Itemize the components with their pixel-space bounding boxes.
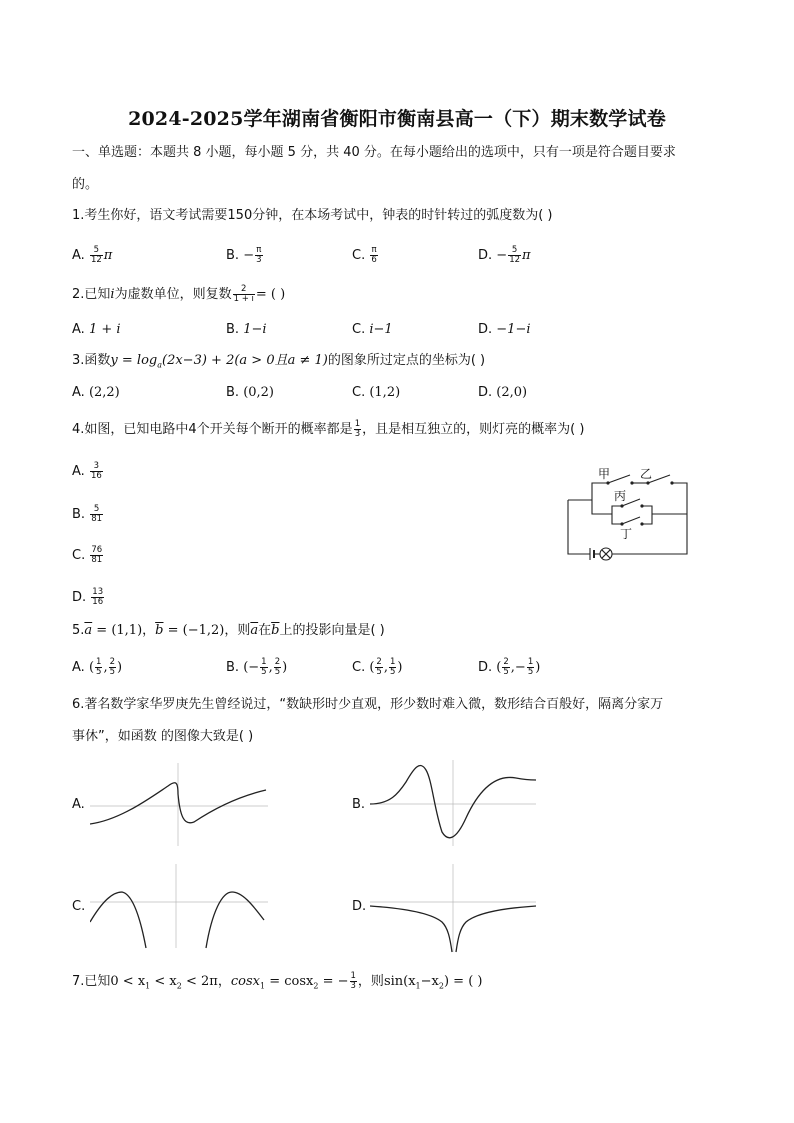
fraction: $\frac{\pi}{3}$	[256, 245, 262, 265]
q6-graph-b	[370, 758, 536, 848]
question-2: 2.已知i为虚数单位，则复数 $\frac{2}{1 + i}$ = ( )	[72, 284, 286, 304]
switch-ding-label: 丁	[620, 527, 633, 541]
question-6: 6.著名数学家华罗庚先生曾经说过，“数缺形时少直观，形少数时难入微，数形结合百般好，隔离分家万	[72, 697, 664, 712]
fraction: $\frac{1}{5}$	[261, 657, 267, 677]
q6-option-c-label: C.	[72, 899, 86, 914]
q4-option-a	[72, 462, 104, 481]
fraction: $\frac{2}{5}$	[274, 657, 281, 677]
fraction: $\frac{1}{5}$	[96, 657, 102, 677]
fraction: $\frac{5}{12}$	[90, 245, 102, 265]
switch-yi-label: 乙	[640, 467, 653, 481]
q4-option-c	[72, 546, 104, 565]
fraction: $\frac{1}{5}$	[389, 657, 396, 677]
option-label: A.	[72, 322, 89, 337]
option-label: C.	[352, 248, 370, 263]
option-label: A.	[72, 660, 89, 675]
option-label: A.	[72, 385, 89, 400]
q6-graph-c	[90, 862, 268, 950]
q6-option-b-label: B.	[352, 797, 366, 812]
option-label: D.	[478, 322, 497, 337]
fraction: $\frac{\pi}{6}$	[371, 245, 377, 265]
q3-option-b	[226, 384, 274, 402]
option-value: i−1	[369, 322, 393, 337]
q2-option-a	[72, 321, 121, 339]
option-value: (2,2)	[88, 385, 120, 400]
option-label: C.	[352, 322, 370, 337]
option-value: (2,0)	[496, 385, 528, 400]
fraction: $\frac{5}{12}$	[509, 245, 521, 265]
fraction: $\frac{1}{3}$	[354, 419, 361, 439]
question-3: 3.函数$y = \log_a(2x-3) + 2(a > 0$且a ≠ 1)的图象所过定点的坐标为( )	[72, 353, 486, 370]
question-5: $5.\overline{a} = (1,1)$，$\overline{b} = (-1,2)$，则$\overline{a}$在$\overline{b}$上的投影向量是( )	[72, 623, 385, 638]
q2-option-b	[226, 321, 267, 339]
vector-b: $\overline{b}$	[155, 623, 164, 638]
option-label: B.	[72, 507, 90, 522]
fraction: $\frac{2}{5}$	[503, 657, 509, 677]
fraction: $\frac{1}{5}$	[527, 657, 534, 677]
q5-option-a: A. ( $\frac{1}{5}$ , $\frac{2}{5}$ )	[72, 657, 123, 677]
question-1: 1.考生你好，语文考试需要150分钟，在本场考试中，钟表的时针转过的弧度数为( )	[72, 208, 553, 223]
option-value: (1,2)	[369, 385, 401, 400]
q6-option-d-label: D.	[352, 899, 367, 914]
option-label: C.	[72, 548, 90, 563]
option-label: D.	[478, 660, 497, 675]
q3-option-d	[478, 384, 527, 402]
circuit-diagram	[560, 462, 695, 562]
option-label: D.	[478, 385, 497, 400]
option-value: (0,2)	[243, 385, 275, 400]
option-label: C.	[352, 385, 370, 400]
option-value: 1−i	[243, 322, 267, 337]
q4-option-b	[72, 505, 104, 524]
switch-jia-label: 甲	[598, 467, 611, 481]
q6-graph-a	[90, 758, 268, 848]
q1-option-d: D. − $\frac{5}{12}$ π	[478, 245, 531, 265]
fraction: $\frac{1}{3}$	[350, 971, 356, 991]
vector-a: $\overline{a}$	[84, 623, 93, 638]
q1-option-b: B. − $\frac{\pi}{3}$	[226, 245, 262, 265]
q6-option-a-label: A.	[72, 797, 85, 812]
q2-option-d	[478, 321, 531, 339]
q1-option-a: A. $\frac{5}{12}$ π	[72, 245, 113, 265]
q3-option-a	[72, 384, 120, 402]
option-label: C.	[352, 660, 370, 675]
q5-option-c: C. ( $\frac{2}{5}$ , $\frac{1}{5}$ )	[352, 657, 403, 677]
switch-bing-label: 丙	[614, 489, 627, 503]
q5-option-b: B. (− $\frac{1}{5}$ , $\frac{2}{5}$ )	[226, 657, 288, 677]
q1-option-c	[352, 246, 379, 265]
fraction: $\frac{13}{16}$	[92, 587, 104, 607]
option-label: D.	[72, 590, 91, 605]
fraction: $\frac{2}{5}$	[109, 657, 115, 677]
option-value: −1−i	[496, 322, 531, 337]
option-label: B.	[226, 322, 244, 337]
fraction: $\frac{2}{5}$	[376, 657, 382, 677]
fraction: $\frac{76}{81}$	[91, 545, 103, 565]
option-label: B.	[226, 385, 244, 400]
question-6-cont: 事休”，如函数 的图像大致是( )	[72, 729, 254, 744]
q4-option-d	[72, 588, 105, 607]
q2-option-c	[352, 321, 393, 339]
fraction: $\frac{2}{1 + i}$	[233, 284, 254, 304]
q3-option-c	[352, 384, 400, 402]
exam-title: 2024-2025学年湖南省衡阳市衡南县高一（下）期末数学试卷	[128, 108, 666, 130]
q5-option-d: D. ( $\frac{2}{5}$ ,− $\frac{1}{5}$ )	[478, 657, 541, 677]
option-value: 1 + i	[88, 322, 121, 337]
option-label: B.	[226, 248, 244, 263]
section-heading-cont: 的。	[72, 177, 99, 192]
question-7: 7.已知$0 < x_1 < x_2 < 2\pi$，cosx$_1$ = cosx$_2$ = − $\frac{1}{3}$ ，则$\sin(x_1-x_2)$ = ( )	[72, 971, 483, 991]
option-label: A.	[72, 248, 89, 263]
fraction: $\frac{3}{16}$	[90, 461, 102, 481]
q6-graph-d	[370, 862, 536, 954]
option-label: B.	[226, 660, 244, 675]
section-heading: 一、单选题：本题共 8 小题，每小题 5 分，共 40 分。在每小题给出的选项中，只有一项是符合题目要求	[72, 145, 676, 160]
option-label: A.	[72, 464, 89, 479]
option-label: D.	[478, 248, 497, 263]
question-4: 4.如图，已知电路中4个开关每个断开的概率都是 $\frac{1}{3}$ ，且是相互独立的，则灯亮的概率为( )	[72, 419, 585, 439]
fraction: $\frac{5}{81}$	[91, 504, 103, 524]
